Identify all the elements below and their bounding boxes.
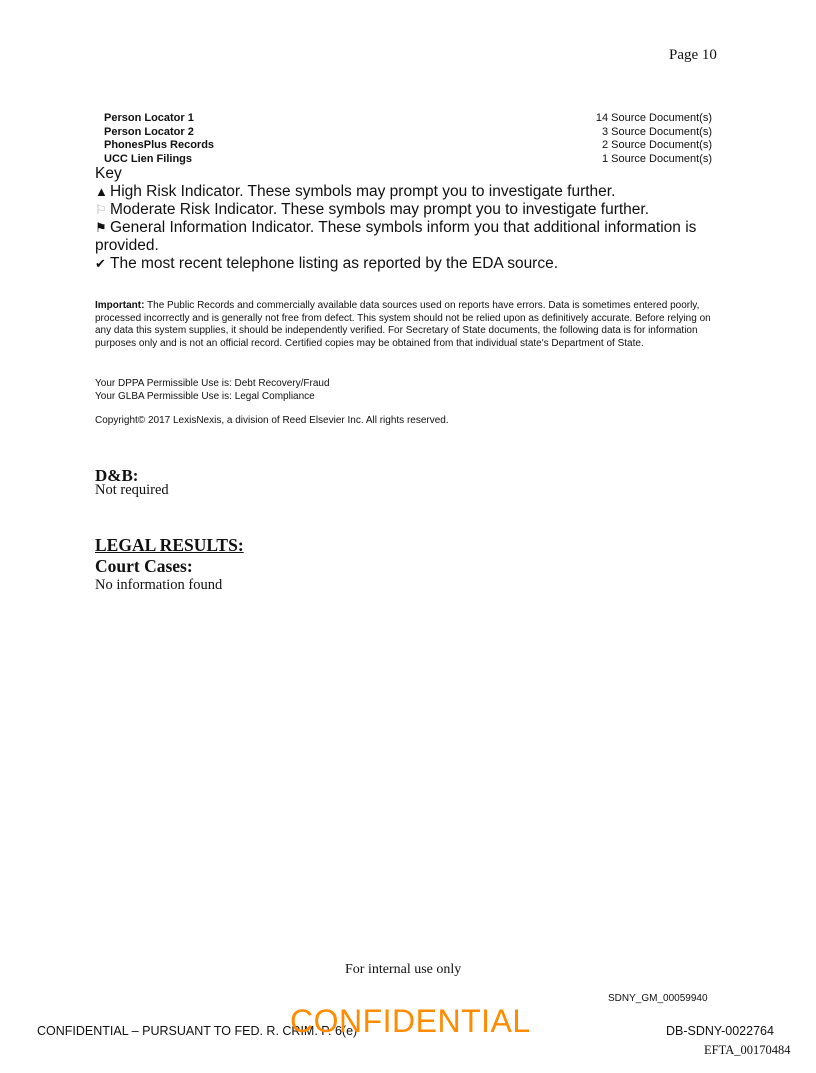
- source-count: 1 Source Document(s): [601, 152, 712, 165]
- source-name: PhonesPlus Records: [104, 139, 215, 151]
- key-title: Key: [95, 165, 122, 182]
- key-item-text: Moderate Risk Indicator. These symbols may prompt you to investigate further.: [110, 201, 650, 218]
- important-label: Important:: [95, 300, 145, 311]
- internal-use-note: For internal use only: [345, 962, 462, 977]
- key-item-text: General Information Indicator. These symbols inform you that additional information is provided.: [95, 219, 697, 254]
- warning-triangle-icon: ▲: [95, 184, 108, 199]
- dppa-use: Your DPPA Permissible Use is: Debt Recovery/Fraud: [95, 378, 330, 389]
- court-cases-heading: Court Cases:: [95, 556, 193, 576]
- efta-number: EFTA_00170484: [704, 1043, 791, 1057]
- page-number: Page 10: [669, 47, 717, 63]
- source-name: UCC Lien Filings: [104, 152, 192, 165]
- key-item: [95, 255, 725, 273]
- confidential-notice: CONFIDENTIAL – PURSUANT TO FED. R. CRIM. P. 6(e): [37, 1024, 358, 1038]
- source-count: 14 Source Document(s): [595, 112, 712, 124]
- source-list: [104, 112, 712, 166]
- key-section: [95, 165, 725, 273]
- key-item: [95, 201, 725, 219]
- source-name: Person Locator 2: [104, 125, 194, 138]
- source-count: 2 Source Document(s): [601, 139, 712, 151]
- moderate-flag-icon: ⚐: [95, 202, 107, 217]
- source-row: [104, 153, 712, 167]
- court-cases-text: No information found: [95, 577, 223, 593]
- permissible-use: [95, 378, 330, 403]
- source-row: [104, 139, 712, 153]
- key-item: [95, 219, 725, 255]
- db-text: Not required: [95, 482, 169, 498]
- copyright-text: Copyright© 2017 LexisNexis, a division of Reed Elsevier Inc. All rights reserved.: [95, 415, 449, 426]
- source-count: 3 Source Document(s): [601, 125, 712, 138]
- key-item-text: High Risk Indicator. These symbols may prompt you to investigate further.: [110, 183, 616, 200]
- important-notice: [95, 300, 723, 350]
- source-row: [104, 126, 712, 140]
- db-heading: D&B:: [95, 466, 139, 485]
- source-name: Person Locator 1: [104, 112, 194, 124]
- important-text: The Public Records and commercially available data sources used on reports have errors. Data is sometimes entered poorly, processed incorrectly and is generally not free from defect. This system should not be relied upon as definitively accurate. Before relying on any data this system supplies, it should be independently verified. For Secretary of State documents, the following data is for information purposes only and is not an official record. Certified copies may be obtained from that individual state's Department of State.: [95, 300, 711, 349]
- key-item: [95, 183, 725, 201]
- legal-results-heading: LEGAL RESULTS:: [95, 535, 244, 555]
- confidential-stamp: CONFIDENTIAL: [290, 1003, 531, 1039]
- key-item-text: The most recent telephone listing as reported by the EDA source.: [110, 255, 559, 272]
- glba-use: Your GLBA Permissible Use is: Legal Compliance: [95, 390, 315, 402]
- checkmark-icon: ✔: [95, 256, 106, 271]
- general-flag-icon: ⚑: [95, 220, 107, 235]
- source-row: [104, 112, 712, 126]
- sdny-bates-number: SDNY_GM_00059940: [608, 993, 708, 1004]
- db-bates-number: DB-SDNY-0022764: [666, 1024, 774, 1038]
